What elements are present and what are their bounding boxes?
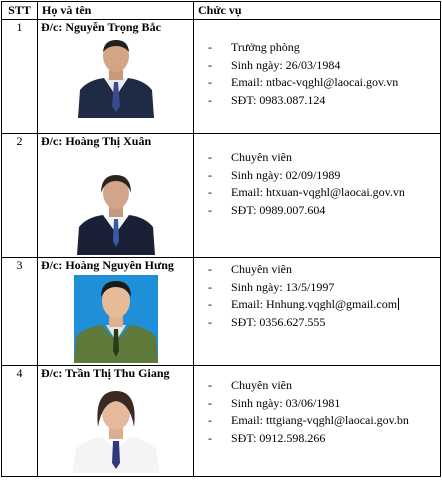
portrait-photo: [72, 383, 160, 473]
portrait-photo: [74, 275, 158, 363]
position-text: - Chuyên viên: [194, 377, 440, 395]
phone-text: - SĐT: 0983.087.124: [194, 92, 440, 110]
table-row: [2, 134, 441, 258]
position-text: - Chuyên viên: [194, 261, 440, 279]
member-name: Đ/c: Nguyễn Trọng Bắc: [41, 20, 161, 34]
phone-text: - SĐT: 0912.598.266: [194, 430, 440, 448]
member-name: Đ/c: Hoàng Thị Xuân: [41, 134, 152, 148]
details-list: [194, 149, 440, 219]
details-cell: [194, 134, 441, 258]
row-number: 2: [2, 134, 38, 258]
member-name: Đ/c: Trần Thị Thu Giang: [41, 366, 170, 380]
row-number: 4: [2, 366, 38, 477]
birthdate-text: - Sinh ngày: 13/5/1997: [194, 279, 440, 297]
phone-text: - SĐT: 0989.007.604: [194, 202, 440, 220]
portrait-photo: [77, 171, 155, 255]
name-cell: [38, 20, 194, 134]
table-row: [2, 258, 441, 366]
email-text: [194, 296, 440, 314]
table-row: [2, 366, 441, 477]
portrait-photo: [78, 38, 154, 118]
birthdate-text: - Sinh ngày: 02/09/1989: [194, 167, 440, 185]
details-cell: [194, 366, 441, 477]
details-cell: [194, 20, 441, 134]
table-header-row: [2, 2, 441, 20]
position-text: - Trưởng phòng: [194, 39, 440, 57]
header-position: Chức vụ: [194, 2, 441, 20]
details-cell: [194, 258, 441, 366]
email-value: Email: Hnhung.vqghl@gmail.com: [231, 297, 398, 311]
staff-table: [1, 1, 441, 477]
header-name: Họ và tên: [38, 2, 194, 20]
email-text: - Email: ntbac-vqghl@laocai.gov.vn: [194, 74, 440, 92]
table-row: [2, 20, 441, 134]
text-cursor: [398, 298, 399, 310]
name-cell: [38, 366, 194, 477]
header-stt: STT: [2, 2, 38, 20]
position-text: - Chuyên viên: [194, 149, 440, 167]
row-number: 3: [2, 258, 38, 366]
details-list: [194, 261, 440, 331]
email-text: - Email: tttgiang-vqghl@laocai.gov.bn: [194, 412, 440, 430]
phone-text: - SĐT: 0356.627.555: [194, 314, 440, 332]
birthdate-text: - Sinh ngày: 03/06/1981: [194, 395, 440, 413]
birthdate-text: - Sinh ngày: 26/03/1984: [194, 57, 440, 75]
row-number: 1: [2, 20, 38, 134]
email-text: - Email: htxuan-vqghl@laocai.gov.vn: [194, 184, 440, 202]
details-list: [194, 39, 440, 109]
member-name: Đ/c: Hoàng Nguyên Hưng: [41, 258, 174, 272]
details-list: [194, 377, 440, 447]
name-cell: [38, 134, 194, 258]
name-cell: [38, 258, 194, 366]
